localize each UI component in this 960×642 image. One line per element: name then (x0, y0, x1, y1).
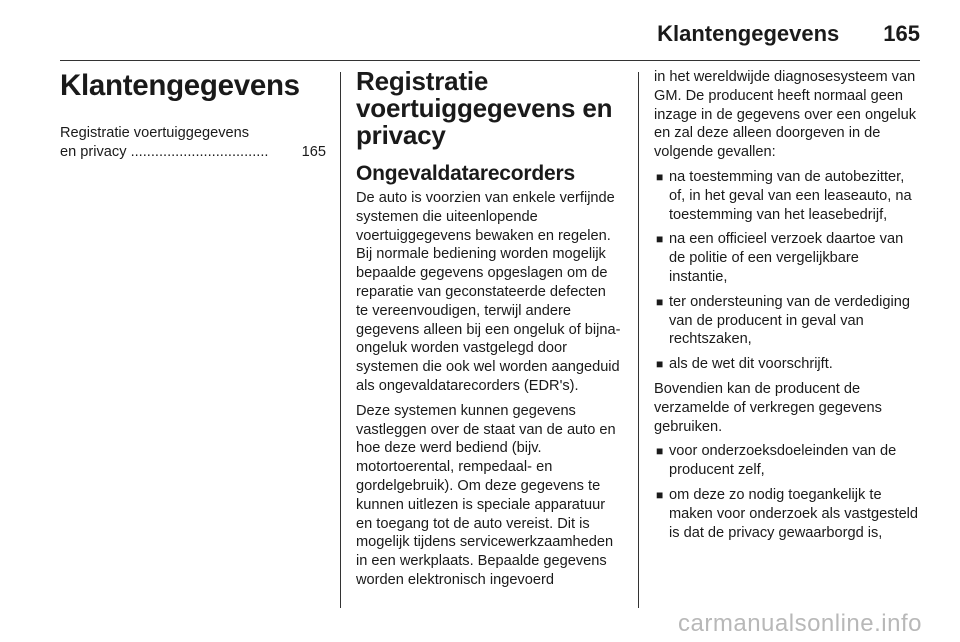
paragraph: De auto is voorzien van enkele verfijnde systemen die uiteenlopende voertuiggegevens bewaken en regelen. Bij normale bediening worden mogelijk bepaalde gegevens opgeslagen om de reparatie van geconstateerde defecten te vereenvoudigen, terwijl andere gegevens alleen bij een ongeluk of bijna-ongeluk worden vastgelegd door systemen die ook wel worden aangeduid als ongevaldatarecorders (EDR's). (356, 190, 621, 394)
bullet-square-icon: ■ (656, 357, 664, 372)
list-item: ■ om deze zo nodig toegankelijk te maken voor onderzoek als vastgesteld is dat de privacy gewaarborgd is, (656, 486, 919, 541)
column-divider-1 (340, 72, 341, 608)
toc-entry-line1: Registratie voertuiggegevens (60, 125, 250, 141)
section-heading: Registratie voertuiggegevens en privacy (356, 66, 613, 150)
list-item: ■ als de wet dit voorschrijft. (656, 356, 833, 373)
toc-entry[interactable] (60, 124, 326, 162)
running-title: Klantengegevens (657, 21, 840, 46)
toc-page-number: 165 (301, 143, 326, 160)
list-item: ■ voor onderzoeksdoeleinden van de producent zelf, (656, 443, 897, 479)
bullet-square-icon: ■ (656, 444, 664, 459)
bullet-square-icon: ■ (656, 487, 664, 502)
toc-leader-dots: .................................. (130, 143, 269, 160)
page-header (60, 14, 920, 54)
paragraph: in het wereldwijde diagnosesysteem van GM. De producent heeft normaal geen inzage in de gegevens over een ongeluk en zal deze alleen doorgeven in de volgende gevallen: (654, 69, 917, 161)
bullet-list-2 (654, 442, 920, 542)
list-item: ■ na toestemming van de autobezitter, of, in het geval van een leaseauto, na toestemming van het leasebedrijf, (656, 168, 912, 223)
column-1 (60, 68, 326, 162)
page-number: 165 (883, 21, 920, 46)
bullet-list-1 (654, 168, 920, 374)
column-3 (654, 68, 920, 548)
toc-entry-line2: en privacy (60, 143, 127, 160)
list-item: ■ ter ondersteuning van de verdediging van de producent in geval van rechtszaken, (656, 293, 910, 348)
bullet-square-icon: ■ (656, 232, 664, 247)
paragraph: Deze systemen kunnen gegevens vastleggen over de staat van de auto en hoe deze werd bediend (bijv. motortoerental, rempedaal- en gordelgebruik). Om deze gegevens te kunnen uitlezen is speciale apparatuur en toegang tot de auto vereist. Dit is mogelijk tijdens servicewerkzaamheden in een werkplaats. Bepaalde gegevens worden elektronisch ingevoerd (356, 402, 616, 588)
subsection-heading: Ongevaldatarecorders (356, 162, 575, 185)
header-rule (60, 60, 920, 61)
watermark: carmanualsonline.info (678, 610, 922, 637)
bullet-square-icon: ■ (656, 294, 664, 309)
column-divider-2 (638, 72, 639, 608)
bullet-square-icon: ■ (656, 169, 664, 184)
list-item: ■ na een officieel verzoek daartoe van de politie of een vergelijkbare instantie, (656, 231, 904, 285)
chapter-heading: Klantengegevens (60, 69, 300, 102)
column-2 (356, 68, 622, 596)
paragraph: Bovendien kan de producent de verzamelde of verkregen gegevens gebruiken. (654, 380, 882, 435)
